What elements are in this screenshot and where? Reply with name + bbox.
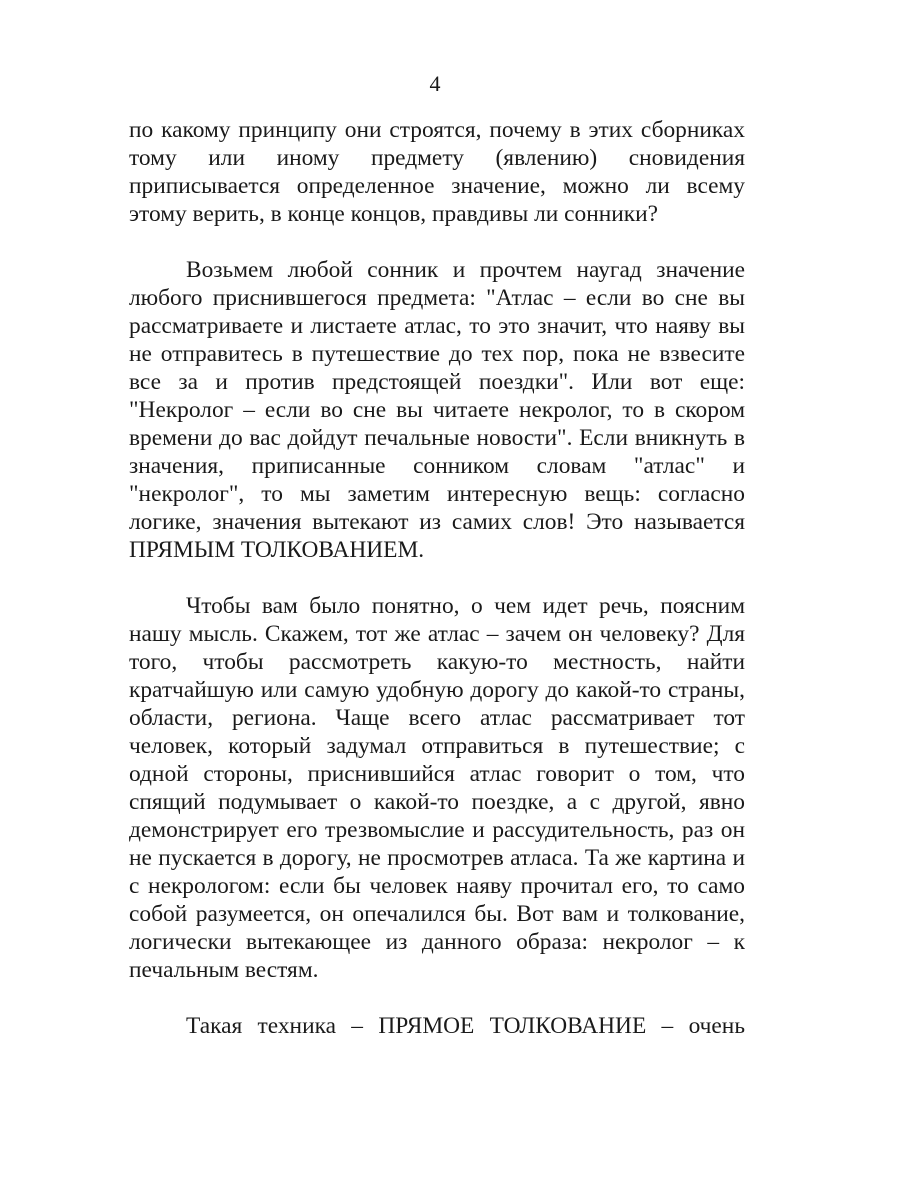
paragraph-technique: Такая техника – ПРЯМОЕ ТОЛКОВАНИЕ – очень xyxy=(186,1013,745,1039)
body-text xyxy=(129,116,745,1040)
paragraph-dream-book-examples: Возьмем любой сонник и прочтем наугад значение любого приснившегося предмета: "Атлас – если во сне вы рассматриваете и листаете атлас, то это значит, что наяву вы не отправитесь в путешествие до тех пор, пока не взвесите все за и против предстоящей поездки". Или вот еще: "Некролог – если во сне вы читаете некролог, то в скором времени до вас дойдут печальные новости". Если вникнуть в значения, приписанные сонником словам "атлас" и "некролог", то мы заметим интересную вещь: согласно логике, значения вытекают из самих слов! Это называется ПРЯМЫМ ТОЛКОВАНИЕМ. xyxy=(129,257,745,563)
page-number: 4 xyxy=(429,71,441,96)
paragraph-continued: по какому принципу они строятся, почему в этих сборниках тому или иному предмету (явлению) сновидения приписывается определенное значение, можно ли всему этому верить, в конце концов, правдивы ли сонники? xyxy=(129,117,745,227)
paragraph-atlas-explanation: Чтобы вам было понятно, о чем идет речь, поясним нашу мысль. Скажем, тот же атлас – зачем он человеку? Для того, чтобы рассмотреть какую-то местность, найти кратчайшую или самую удобную дорогу до какой-то страны, области, региона. Чаще всего атлас рассматривает тот человек, который задумал отправиться в путешествие; с одной стороны, приснившийся атлас говорит о том, что спящий подумывает о какой-то поездке, а с другой, явно демонстрирует его трезвомыслие и рассудительность, раз он не пускается в дорогу, не просмотрев атласа. Та же картина и с некрологом: если бы человек наяву прочитал его, то само собой разумеется, он опечалился бы. Вот вам и толкование, логически вытекающее из данного образа: некролог – к печальным вестям. xyxy=(129,593,745,983)
